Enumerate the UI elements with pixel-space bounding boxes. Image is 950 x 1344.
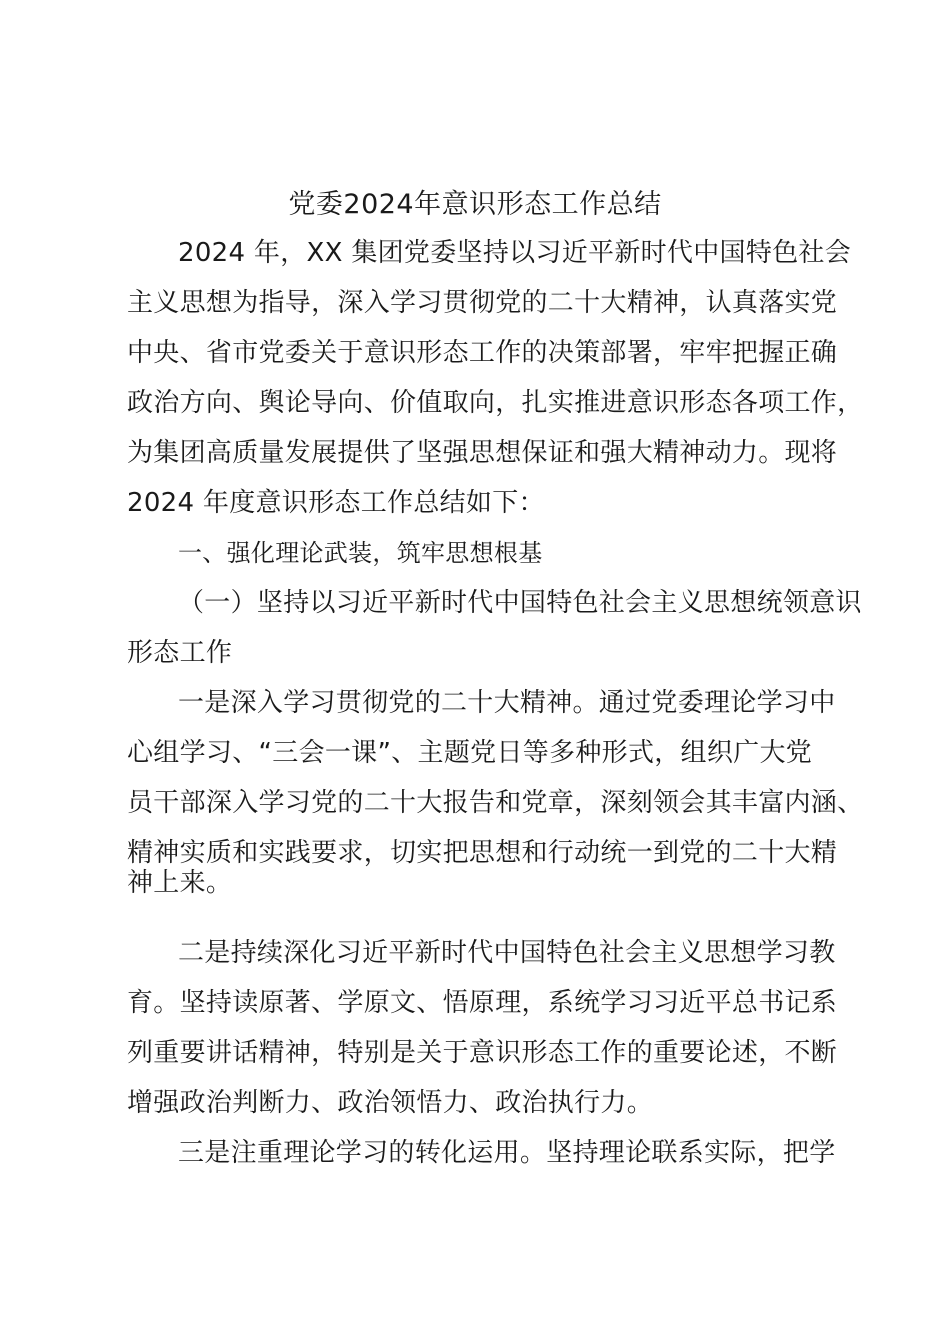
paragraph-line: 精神实质和实践要求，切实把思想和行动统一到党的二十大精 <box>127 838 838 868</box>
paragraph-line: 2024 年，XX 集团党委坚持以习近平新时代中国特色社会 <box>178 238 852 268</box>
paragraph-line: 为集团高质量发展提供了坚强思想保证和强大精神动力。现将 <box>127 438 838 468</box>
paragraph-line: 心组学习、“三会一课”、主题党日等多种形式，组织广大党 <box>127 738 813 768</box>
document-title: 党委2024年意识形态工作总结 <box>288 189 662 220</box>
paragraph-line: 列重要讲话精神，特别是关于意识形态工作的重要论述，不断 <box>127 1038 838 1068</box>
paragraph-line: 育。坚持读原著、学原文、悟原理，系统学习习近平总书记系 <box>127 988 838 1018</box>
paragraph-line: 二是持续深化习近平新时代中国特色社会主义思想学习教 <box>178 938 836 968</box>
paragraph-line: 中央、省市党委关于意识形态工作的决策部署，牢牢把握正确 <box>127 338 838 368</box>
subsection-heading-continued: 形态工作 <box>127 638 233 668</box>
paragraph-line: 一是深入学习贯彻党的二十大精神。通过党委理论学习中 <box>178 688 836 718</box>
paragraph-line: 主义思想为指导，深入学习贯彻党的二十大精神，认真落实党 <box>127 288 838 318</box>
subsection-heading: （一）坚持以习近平新时代中国特色社会主义思想统领意识 <box>178 588 862 618</box>
paragraph-line: 2024 年度意识形态工作总结如下： <box>127 488 545 518</box>
section-heading: 一、强化理论武装，筑牢思想根基 <box>178 539 543 567</box>
paragraph-line: 增强政治判断力、政治领悟力、政治执行力。 <box>127 1088 654 1118</box>
paragraph-line: 神上来。 <box>127 868 233 898</box>
paragraph-line: 员干部深入学习党的二十大报告和党章，深刻领会其丰富内涵、 <box>127 788 864 818</box>
paragraph-line: 政治方向、舆论导向、价值取向，扎实推进意识形态各项工作， <box>127 388 864 418</box>
paragraph-line: 三是注重理论学习的转化运用。坚持理论联系实际，把学 <box>178 1138 836 1168</box>
